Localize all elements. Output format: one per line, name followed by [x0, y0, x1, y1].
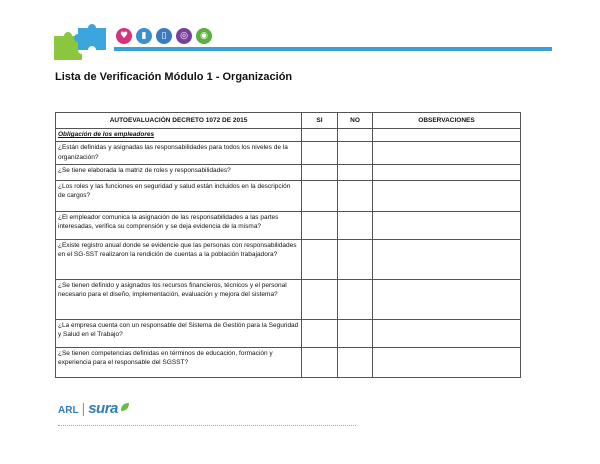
si-cell[interactable] — [302, 180, 338, 211]
observaciones-cell[interactable] — [373, 347, 521, 377]
footer-dotted-line — [58, 425, 356, 426]
si-cell[interactable] — [302, 347, 338, 377]
question-cell: ¿Se tienen definido y asignados los recursos financieros, técnicos y el personal necesario para el diseño, implementación, evaluación y mejora del sistema? — [56, 279, 302, 319]
no-cell[interactable] — [338, 347, 373, 377]
table-row — [56, 279, 521, 319]
observaciones-cell[interactable] — [373, 164, 521, 180]
table-row — [56, 239, 521, 279]
question-cell: ¿Están definidas y asignadas las responsabilidades para todos los niveles de la organización? — [56, 142, 302, 165]
table-row — [56, 319, 521, 347]
header-no: NO — [338, 113, 373, 129]
brand-divider: | — [81, 400, 86, 416]
table-row — [56, 180, 521, 211]
no-cell[interactable] — [338, 180, 373, 211]
arl-label: ARL — [58, 405, 79, 416]
observaciones-cell[interactable] — [373, 142, 521, 165]
si-cell[interactable] — [302, 164, 338, 180]
puzzle-pieces-logo — [50, 22, 112, 60]
observaciones-cell[interactable] — [373, 180, 521, 211]
table-row — [56, 211, 521, 239]
table-row — [56, 164, 521, 180]
no-cell[interactable] — [338, 129, 373, 142]
question-cell: ¿Se tienen competencias definidas en términos de educación, formación y experiencia para el responsable del SGSST? — [56, 347, 302, 377]
page-title: Lista de Verificación Módulo 1 - Organización — [55, 71, 293, 83]
section-row — [56, 129, 521, 142]
si-cell[interactable] — [302, 279, 338, 319]
observaciones-cell[interactable] — [373, 319, 521, 347]
observaciones-cell[interactable] — [373, 239, 521, 279]
globe-icon: ◉ — [196, 28, 212, 44]
heart-icon: ♥ — [116, 28, 132, 44]
table-row — [56, 347, 521, 377]
header-divider-line — [114, 47, 552, 51]
question-cell: ¿La empresa cuenta con un responsable del Sistema de Gestión para la Seguridad y Salud en el Trabajo? — [56, 319, 302, 347]
no-cell[interactable] — [338, 279, 373, 319]
no-cell[interactable] — [338, 164, 373, 180]
checklist-table — [55, 112, 521, 378]
question-cell: ¿Se tiene elaborada la matriz de roles y responsabilidades? — [56, 164, 302, 180]
header-observaciones: OBSERVACIONES — [373, 113, 521, 129]
si-cell[interactable] — [302, 239, 338, 279]
observaciones-cell[interactable] — [373, 279, 521, 319]
table-row — [56, 142, 521, 165]
table-header-row — [56, 113, 521, 129]
no-cell[interactable] — [338, 211, 373, 239]
observaciones-cell[interactable] — [373, 211, 521, 239]
header-si: SI — [302, 113, 338, 129]
arl-sura-logo — [58, 400, 131, 417]
si-cell[interactable] — [302, 319, 338, 347]
leaf-icon — [119, 401, 131, 413]
header-autoevaluacion: AUTOEVALUACIÓN DECRETO 1072 DE 2015 — [56, 113, 302, 129]
footer-brand — [58, 400, 131, 417]
header — [0, 0, 600, 62]
no-cell[interactable] — [338, 319, 373, 347]
observaciones-cell[interactable] — [373, 129, 521, 142]
header-icons — [116, 28, 212, 44]
si-cell[interactable] — [302, 211, 338, 239]
sura-wordmark: sura — [88, 400, 118, 417]
si-cell[interactable] — [302, 142, 338, 165]
question-cell: ¿El empleador comunica la asignación de las responsabilidades a las partes interesadas, verifica su comprensión y se deja evidencia de la misma? — [56, 211, 302, 239]
section-title: Obligación de los empleadores — [56, 129, 302, 142]
question-cell: ¿Los roles y las funciones en seguridad y salud están incluidos en la descripción de cargos? — [56, 180, 302, 211]
book-icon: ▮ — [136, 28, 152, 44]
tablet-icon: ▯ — [156, 28, 172, 44]
magnifier-icon: ◎ — [176, 28, 192, 44]
no-cell[interactable] — [338, 239, 373, 279]
question-cell: ¿Existe registro anual donde se evidencie que las personas con responsabilidades en el SG-SST realizaron la rendición de cuentas a la población trabajadora? — [56, 239, 302, 279]
si-cell[interactable] — [302, 129, 338, 142]
no-cell[interactable] — [338, 142, 373, 165]
